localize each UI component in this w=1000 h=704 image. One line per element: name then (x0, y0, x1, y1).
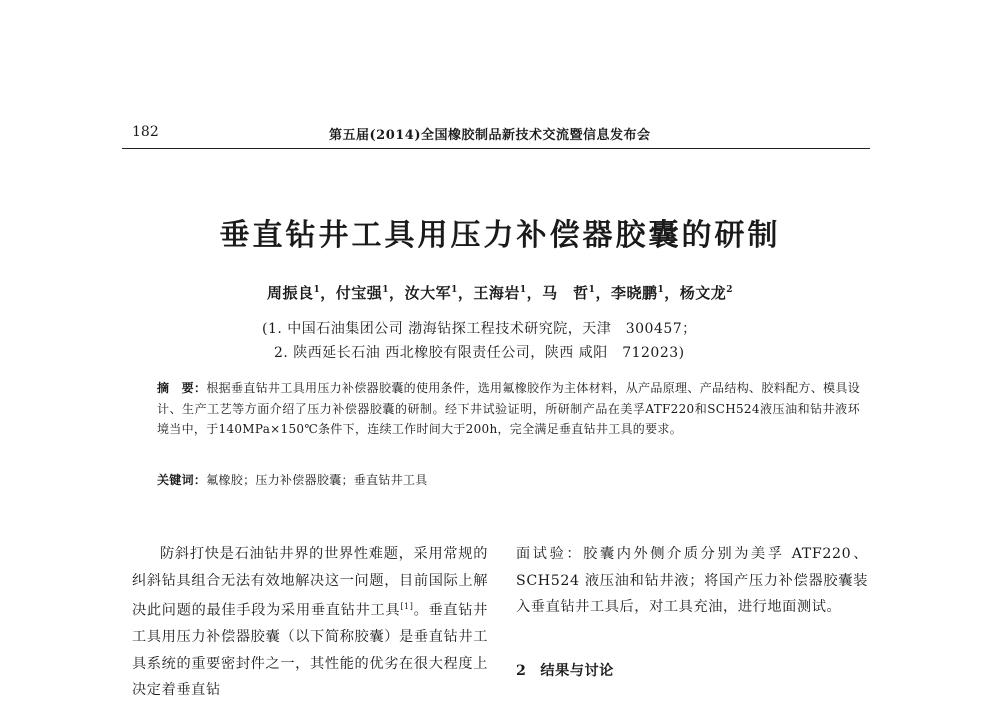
running-header: 第五届(2014)全国橡胶制品新技术交流暨信息发布会 (329, 128, 651, 143)
body-right-column: 面试验：胶囊内外侧介质分别为美孚 ATF220、SCH524 液压油和钻井液；将国产压力补偿器胶囊装入垂直钻井工具后，对工具充油，进行地面测试。 (516, 546, 868, 615)
keywords-text: 氟橡胶；压力补偿器胶囊；垂直钻井工具 (206, 473, 428, 487)
keywords-label: 关键词： (157, 473, 207, 487)
header-rule (122, 148, 870, 149)
abstract (157, 378, 860, 440)
section-number: 2 (516, 663, 527, 679)
page-number: 182 (132, 124, 159, 140)
left-text-1: 防斜打快是石油钻井界的世界性难题，采用常规的纠斜钻具组合无法有效地解决这一问题，目前国际上解决此问题的最佳手段为采用垂直钻井工具 (132, 546, 488, 619)
keywords (157, 471, 860, 488)
abstract-text: 根据垂直钻井工具用压力补偿器胶囊的使用条件，选用氟橡胶作为主体材料，从产品原理、产品结构、胶料配方、模具设计、生产工艺等方面介绍了压力补偿器胶囊的研制。经下井试验证明，所研制产品在美孚ATF220和SCH524液压油和钻井液环境当中，于140MPa×150℃条件下，连续工作时间大于200h，完全满足垂直钻井工具的要求。 (157, 381, 861, 436)
paper-title: 垂直钻井工具用压力补偿器胶囊的研制 (219, 218, 781, 253)
body-left-column (132, 541, 488, 704)
author-5: 马 哲$^1$ (542, 284, 596, 302)
author-1: 周振良$^1$ (266, 284, 321, 302)
citation-ref: [1] (400, 602, 414, 611)
author-list: 周振良$^1$，付宝强$^1$，汝大军$^1$，王海岩$^1$，马 哲$^1$，李晓鹏$^1$，杨文龙$^2$ (266, 284, 734, 302)
abstract-label: 摘 要： (157, 381, 207, 395)
author-7: 杨文龙$^2$ (679, 284, 734, 302)
section-title: 结果与讨论 (540, 663, 614, 679)
left-text-2: 。垂直钻井工具用压力补偿器胶囊（以下简称胶囊）是垂直钻井工具系统的重要密封件之一，其性能的优劣在很大程度上决定着垂直钻 (132, 602, 488, 699)
author-2: 付宝强$^1$ (335, 284, 390, 302)
author-6: 李晓鹏$^1$ (610, 284, 665, 302)
section-heading (516, 660, 614, 680)
affiliation-1: (1. 中国石油集团公司 渤海钻探工程技术研究院，天津 300457； (262, 321, 697, 337)
author-3: 汝大军$^1$ (404, 284, 458, 302)
author-4: 王海岩$^1$ (473, 284, 527, 302)
affiliation-2: 2. 陕西延长石油 西北橡胶有限责任公司，陕西 咸阳 712023) (274, 345, 685, 361)
